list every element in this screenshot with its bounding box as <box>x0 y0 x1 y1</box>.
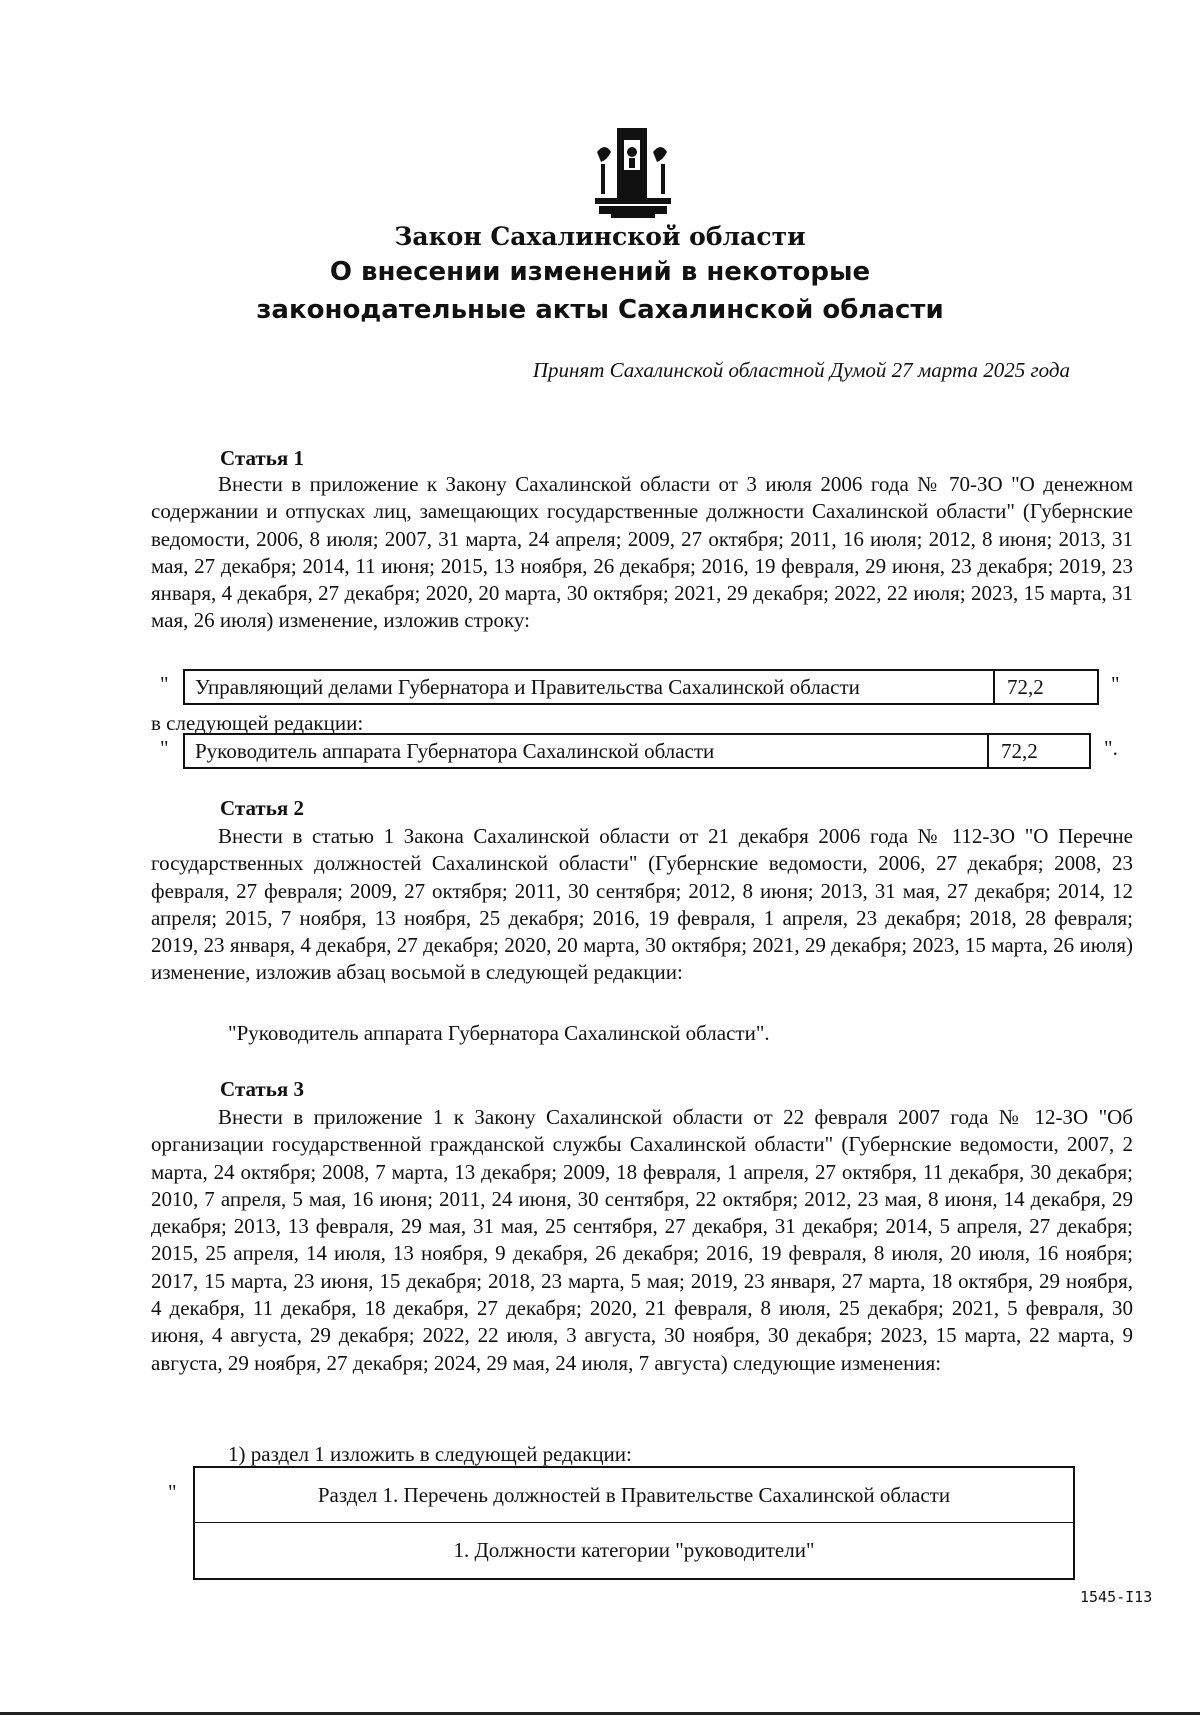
section-1-table <box>193 1466 1075 1580</box>
new-row-value: 72,2 <box>1001 739 1038 763</box>
law-title: Закон Сахалинской области <box>394 222 806 251</box>
old-row-close-quote: " <box>1111 672 1120 696</box>
new-row-open-quote: " <box>160 736 169 760</box>
article-3-paragraph <box>151 1104 1133 1377</box>
article-3-text: Внести в приложение 1 к Закону Сахалинской области от 22 февраля 2007 года № 12-ЗО "Об организации государственной гражданской службы Сахалинской области" (Губернские ведомости, 2007, 2 марта, 24 октября; 2008, 7 марта, 13 декабря; 2009, 18 февраля, 1 апреля, 27 октября, 11 декабря, 30 декабря; 2010, 7 апреля, 5 мая, 16 июня; 2011, 24 июня, 30 сентября, 22 октября; 2012, 23 мая, 8 июня, 14 декабря, 29 декабря; 2013, 13 февраля, 29 мая, 31 мая, 25 сентября, 27 декабря, 31 декабря; 2014, 5 апреля, 27 декабря; 2015, 25 апреля, 14 июля, 13 ноября, 9 декабря, 26 декабря; 2016, 19 февраля, 8 июля, 20 июля, 16 ноября; 2017, 15 марта, 23 июня, 15 декабря; 2018, 23 марта, 5 мая; 2019, 23 января, 27 марта, 18 октября, 29 ноября, 4 декабря, 11 декабря, 18 декабря, 27 декабря; 2020, 21 февраля, 8 июля, 25 декабря; 2021, 5 февраля, 30 июня, 4 августа, 29 декабря; 2022, 22 июля, 3 августа, 30 ноября, 30 декабря; 2023, 15 марта, 22 марта, 9 августа, 29 ноября, 27 декабря; 2024, 29 мая, 24 июля, 7 августа) следующие изменения: <box>151 1105 1133 1375</box>
table-row: Раздел 1. Перечень должностей в Правительстве Сахалинской области <box>195 1468 1073 1523</box>
mid-text: в следующей редакции: <box>151 711 364 735</box>
new-row-table <box>183 733 1091 769</box>
article-1-text: Внести в приложение к Закону Сахалинской области от 3 июля 2006 года № 70-ЗО "О денежном содержании и отпусках лиц, замещающих государственные должности Сахалинской области" (Губернские ведомости, 2006, 8 июля; 2007, 31 марта, 24 апреля; 2009, 27 октября; 2011, 16 июля; 2012, 8 июня; 2013, 31 мая, 27 декабря; 2014, 11 июня; 2015, 13 ноября, 26 декабря; 2016, 19 февраля, 29 июня, 23 декабря; 2019, 23 января, 4 декабря, 27 декабря; 2020, 20 марта, 30 октября; 2021, 29 декабря; 2022, 22 июля; 2023, 15 марта, 31 мая, 26 июля) изменение, изложив строку: <box>151 472 1133 633</box>
article-1-heading: Статья 1 <box>220 446 304 470</box>
article-3-item-1: 1) раздел 1 изложить в следующей редакции: <box>228 1442 632 1466</box>
document-number: 1545-I13 <box>1080 1588 1153 1606</box>
new-row-close-quote: ". <box>1104 736 1118 760</box>
table-open-quote: " <box>168 1480 177 1504</box>
article-2-paragraph <box>151 823 1133 987</box>
coat-of-arms-emblem <box>591 122 675 226</box>
bottom-edge-line <box>0 1712 1200 1715</box>
article-2-heading: Статья 2 <box>220 796 304 820</box>
law-subject-line-2: законодательные акты Сахалинской области <box>256 295 944 325</box>
adoption-note: Принят Сахалинской областной Думой 27 марта 2025 года <box>532 358 1070 382</box>
article-3-heading: Статья 3 <box>220 1077 304 1101</box>
law-subject-line-1: О внесении изменений в некоторые <box>329 257 871 287</box>
article-1-paragraph <box>151 471 1133 635</box>
old-row-table <box>183 669 1099 705</box>
new-row-position: Руководитель аппарата Губернатора Сахалинской области <box>185 735 989 767</box>
old-row-position: Управляющий делами Губернатора и Правительства Сахалинской области <box>185 671 995 703</box>
old-row-value: 72,2 <box>1007 675 1044 699</box>
table-row: 1. Должности категории "руководители" <box>453 1538 815 1562</box>
old-row-open-quote: " <box>160 672 169 696</box>
article-2-new-text: "Руководитель аппарата Губернатора Сахалинской области". <box>228 1021 770 1045</box>
article-2-text: Внести в статью 1 Закона Сахалинской области от 21 декабря 2006 года № 112-ЗО "О Перечне государственных должностей Сахалинской области" (Губернские ведомости, 2006, 27 декабря; 2008, 23 февраля, 27 февраля; 2009, 27 октября; 2011, 30 сентября; 2012, 8 июня; 2013, 31 мая, 27 декабря; 2014, 12 апреля; 2015, 7 ноября, 13 ноября, 25 декабря; 2016, 19 февраля, 1 апреля, 23 декабря; 2018, 28 февраля; 2019, 23 января, 4 декабря, 27 декабря; 2020, 20 марта, 30 октября; 2021, 29 декабря; 2023, 15 марта, 26 июля) изменение, изложив абзац восьмой в следующей редакции: <box>151 824 1133 985</box>
